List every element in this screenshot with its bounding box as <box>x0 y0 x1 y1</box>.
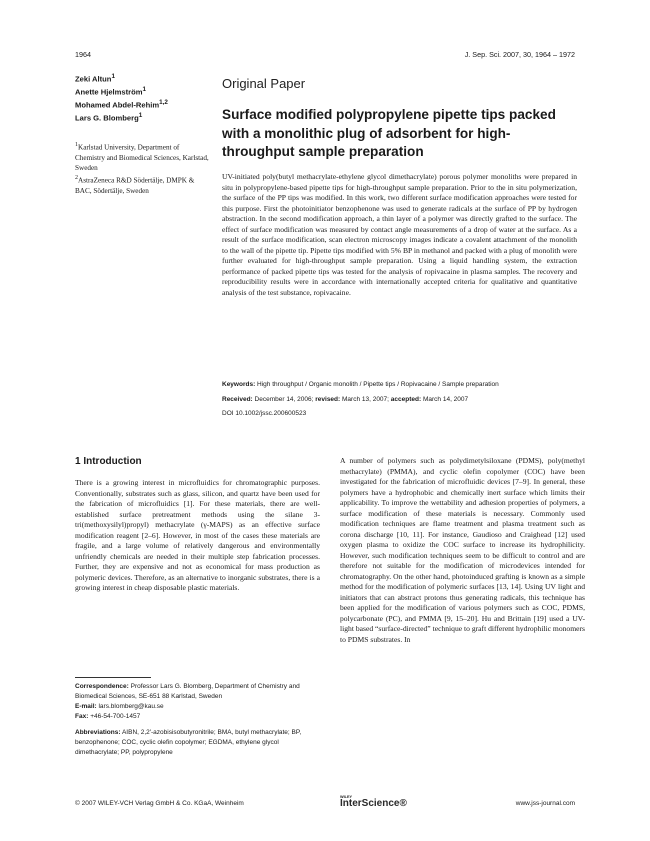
interscience-logo: WILEY InterScience® <box>340 795 407 809</box>
author: Lars G. Blomberg$^1$ <box>75 112 143 123</box>
journal-citation: J. Sep. Sci. 2007, 30, 1964 – 1972 <box>464 50 575 59</box>
intro-paragraph: A number of polymers such as polydimetylsiloxane (PDMS), poly(methyl methacrylate) (PMMA), and cyclic olefin copolymer (COC) have been investigated for the fabrication of microfluidic devices [7–9]. In general, these polymers have a hydrophobic and chemically inert surface which limits their applicability. To improve the wettability and adhesion properties of polymers, a surface modification of these materials is necessary. Commonly used modification techniques are flame treatment and plasma treatment such as corona discharge [10, 11]. For instance, Gaudioso and Craighead [12] used oxygen plasma to oxidize the COC surface to increase its hydrophilicity. However, such modification techniques seem to be difficult to control and are therefore not suitable for the modification of microdevices intended for chromatography. On the other hand, photoinduced grafting is known as a simple method for the modification of polymeric surfaces [13, 14]. Using UV light and initiators that can abstract protons thus generating radicals, this technique has been applied for the modification of various polymers such as COC, PDMS, polycarbonate (PC), and PMMA [9, 15–20]. Hu and Brittain [19] used a UV-light based “surface-directed” technique to graft different hydrophilic monomers to PDMS substrates. In <box>340 456 585 644</box>
affiliation: $^2$AstraZeneca R&D Södertälje, DMPK & BAC, Södertälje, Sweden <box>75 175 195 195</box>
doi: DOI 10.1002/jssc.200600523 <box>222 410 307 417</box>
footnote-divider <box>75 677 151 678</box>
correspondence-note: Correspondence: Professor Lars G. Blomberg, Department of Chemistry and Biomedical Sciences, SE-651 88 Karlstad, Sweden E-mail: lars.blomberg@kau.se Fax: +46-54-700-1457 <box>75 683 300 720</box>
affiliation: $^1$Karlstad University, Department of Chemistry and Biomedical Sciences, Karlstad, Sweden <box>75 142 209 172</box>
article-title: Surface modified polypropylene pipette tips packed with a monolithic plug of adsorbent for high-throughput sample preparation <box>222 107 556 160</box>
author: Anette Hjelmström$^1$ <box>75 86 147 97</box>
email-link[interactable]: lars.blomberg@kau.se <box>98 703 164 710</box>
article-type: Original Paper <box>222 76 306 91</box>
author-list <box>75 72 210 125</box>
author: Mohamed Abdel-Rehim$^{1,2}$ <box>75 99 168 110</box>
affiliations <box>75 140 210 196</box>
article-dates: Received: December 14, 2006; revised: March 13, 2007; accepted: March 14, 2007 <box>222 396 469 403</box>
author: Zeki Altun$^1$ <box>75 73 115 84</box>
journal-website-link[interactable]: www.jss-journal.com <box>515 800 575 807</box>
page-number: 1964 <box>75 50 91 59</box>
keywords: Keywords: High throughput / Organic monolith / Pipette tips / Ropivacaine / Sample preparation <box>222 381 499 388</box>
abstract: UV-initiated poly(butyl methacrylate-ethylene glycol dimethacrylate) porous polymer monoliths were prepared in situ in polypropylene-based pipette tips for high-throughput sample preparation. Prior to the in situ polymerization, the surface of the PP tips was modified. In this work, two different surface modification approaches were tested for this purpose. First the photoinitiator benzophenone was used to generate radicals at the surface of PP by hydrogen abstraction. In the second modification approach, a thin layer of a polymer was directly grafted to the surface. The effect of surface modification was measured by contact angle measurements of a drop of water at the surface. As a result of the surface modification, scan electron microscopy images indicate a covalent attachment of the monolith to the wall of the pipette tip. Pipette tips modified with 5% BP in methanol and packed with a plug of monolith were further evaluated for high-throughput sample preparation. Using a liquid handling system, the extraction performance of packed pipette tips was tested for the analysis of ropivacaine in plasma samples. The recovery and reproducibility results were in accordance with internationally accepted criteria for qualitative and quantitative analysis of the test substance, ropivacaine. <box>222 172 577 297</box>
copyright: © 2007 WILEY-VCH Verlag GmbH & Co. KGaA, Weinheim <box>75 800 244 807</box>
abbreviations-note: Abbreviations: AIBN, 2,2′-azobisisobutyronitrile; BMA, butyl methacrylate; BP, benzophenone; COC, cyclic olefin copolymer; EGDMA, ethylene glycol dimethacrylate; PP, polypropylene <box>75 729 302 756</box>
section-heading: 1 Introduction <box>75 456 142 467</box>
intro-paragraph: There is a growing interest in microfluidics for chromatographic purposes. Conventionally, substrates such as glass, silicon, and quartz have been used for the fabrication of microfluidics [1]. For these materials, there are well-established surface pretreatment methods using the silane 3-tri(methoxysilyl)propyl) methacrylate (γ-MAPS) as an effective surface modification reagent [2–6]. However, in most of the cases these materials are fragile, and a large volume of relatively dangerous and environmentally unfriendly chemicals are needed in their multiple step fabrication processes. Further, they are expensive and not as economical for mass production as polymeric devices. Therefore, as an alternative to inorganic substrates, there is a growing interest in cheap disposable plastic materials. <box>75 478 320 592</box>
